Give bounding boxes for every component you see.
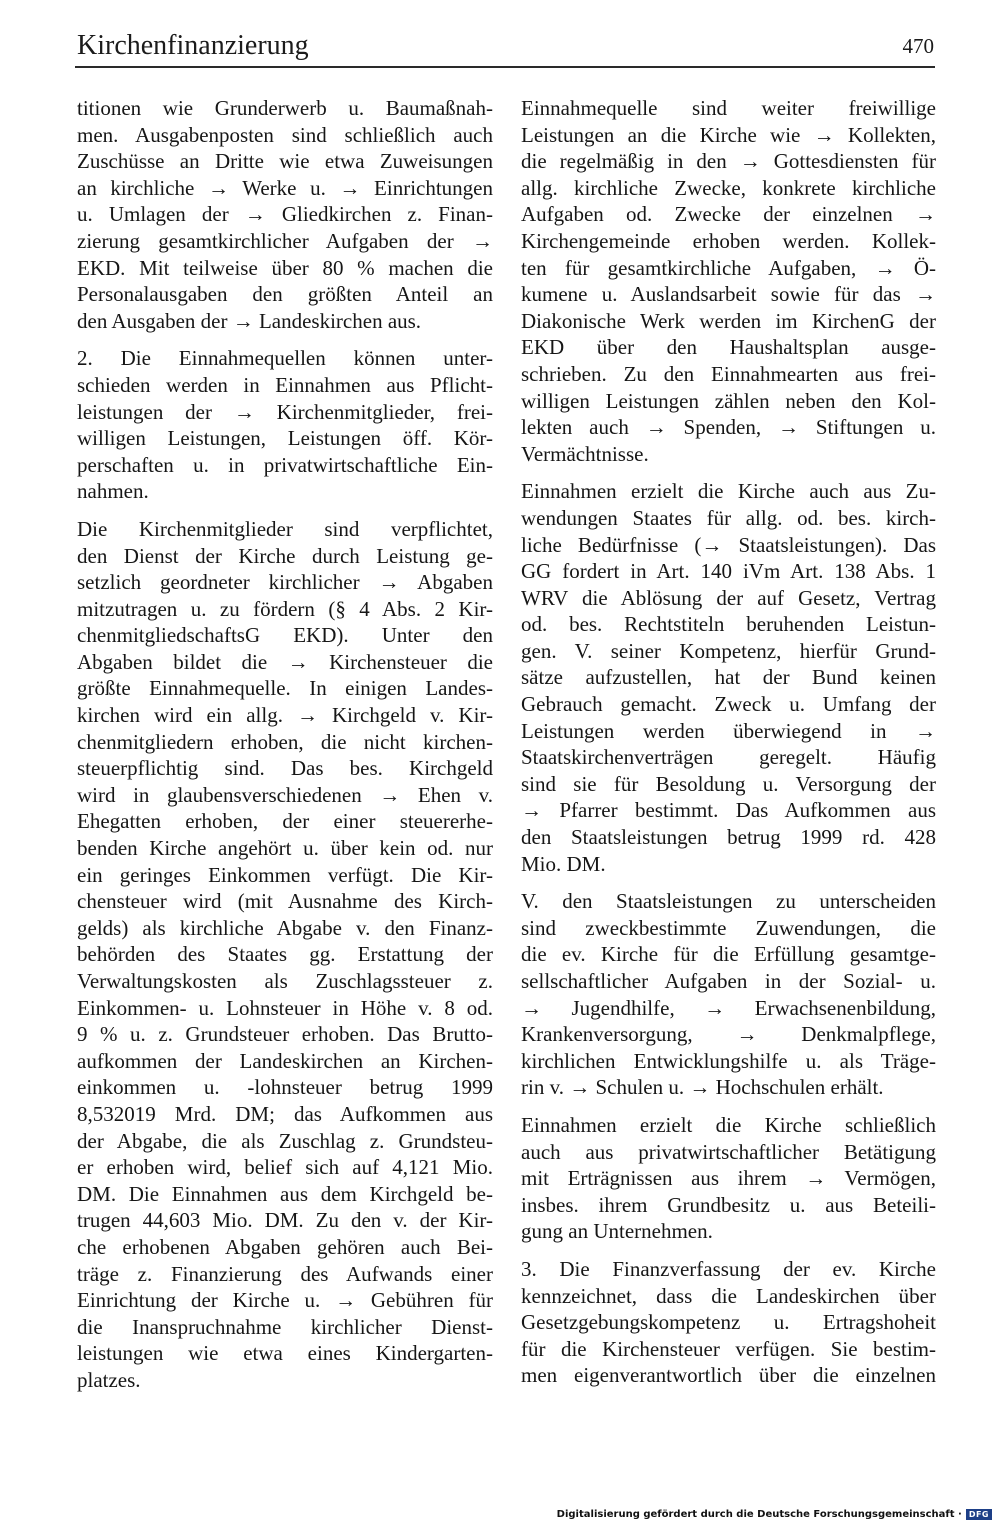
text-line: der Abgabe, die als Zuschlag z. Grundsteu- (77, 1128, 493, 1153)
text-line: nahmen. (77, 479, 149, 504)
text-line: lekten auch → Spenden, → Stiftungen u. (521, 415, 936, 440)
text-line: Zuschüsse an Dritte wie etwa Zuweisungen (77, 149, 493, 174)
text-line: sind zweckbestimmte Zuwendungen, die (521, 915, 936, 940)
text-line: platzes. (77, 1367, 141, 1392)
text-line: DM. Die Einnahmen aus dem Kirchgeld be- (77, 1181, 493, 1206)
left-column (77, 95, 493, 1394)
text-line: mit Erträgnissen aus ihrem → Vermögen, (521, 1166, 936, 1191)
text-line: kirchlichen Entwicklungshilfe u. als Träge- (521, 1048, 936, 1073)
text-line: ten für gesamtkirchliche Aufgaben, → Ö- (521, 255, 936, 280)
text-line: trugen 44,603 Mio. DM. Zu den v. der Kir- (77, 1208, 493, 1233)
text-line: wendungen Staates für allg. od. bes. kirch- (521, 505, 936, 530)
text-line: Vermächtnisse. (521, 441, 649, 466)
dfg-logo: DFG (966, 1509, 992, 1520)
text-line: Aufgaben od. Zwecke der einzelnen → (521, 202, 936, 227)
text-line: Gesetzgebungskompetenz u. Ertragshoheit (521, 1310, 936, 1335)
text-line: den Staatsleistungen betrug 1999 rd. 428 (521, 825, 936, 850)
text-line: größte Einnahmequelle. In einigen Landes- (77, 676, 493, 701)
footer-credit: Digitalisierung gefördert durch die Deutsche Forschungsgemeinschaft · (556, 1509, 962, 1520)
text-line: men. Ausgabenposten sind schließlich auch (77, 122, 493, 147)
right-column-paragraph (521, 1256, 936, 1389)
text-line: EKD über den Haushaltsplan ausge- (521, 335, 936, 360)
text-line: auch aus privatwirtschaftlicher Betätigung (521, 1139, 936, 1164)
text-line: schieden werden in Einnahmen aus Pflicht- (77, 372, 493, 397)
header-rule (75, 66, 935, 68)
text-line: sätze aufzustellen, hat der Bund keinen (521, 665, 936, 690)
text-line: er erhoben wird, belief sich auf 4,121 Mio. (77, 1155, 493, 1180)
text-line: den Ausgaben der → Landeskirchen aus. (77, 308, 422, 333)
left-column-paragraph (77, 516, 493, 1394)
text-line: → Pfarrer bestimmt. Das Aufkommen aus (521, 798, 936, 823)
text-line: WRV die Ablösung der auf Gesetz, Vertrag (521, 585, 936, 610)
text-line: setzlich geordneter kirchlicher → Abgaben (77, 570, 493, 595)
text-line: zierung gesamtkirchlicher Aufgaben der → (77, 228, 493, 253)
text-line: Einnahmen erzielt die Kirche schließlich (521, 1112, 936, 1137)
text-line: kennzeichnet, dass die Landeskirchen über (521, 1283, 936, 1308)
text-line: schrieben. Zu den Einnahmearten aus frei- (521, 361, 936, 386)
text-line: mitzutragen u. zu fördern (§ 4 Abs. 2 Kir- (77, 596, 493, 621)
text-line: wird in glaubensverschiedenen → Ehen v. (77, 782, 493, 807)
text-line: Die Kirchenmitglieder sind verpflichtet, (77, 516, 493, 541)
text-line: die ev. Kirche für die Erfüllung gesamtge- (521, 942, 936, 967)
text-line: Leistungen werden überwiegend in → (521, 718, 936, 743)
text-line: gung an Unternehmen. (521, 1219, 713, 1244)
text-line: Einkommen- u. Lohnsteuer in Höhe v. 8 od. (77, 995, 493, 1020)
left-column-paragraph (77, 345, 493, 505)
text-line: chenmitgliedern erhoben, die nicht kirchen- (77, 729, 493, 754)
text-line: EKD. Mit teilweise über 80 % machen die (77, 255, 493, 280)
text-line: Einrichtung der Kirche u. → Gebühren für (77, 1288, 493, 1313)
text-line: Diakonische Werk werden im KirchenG der (521, 308, 936, 333)
text-line: od. bes. Rechtstiteln beruhenden Leistun- (521, 612, 936, 637)
text-line: steuerpflichtig sind. Das bes. Kirchgeld (77, 756, 493, 781)
text-line: die regelmäßig in den → Gottesdiensten für (521, 149, 936, 174)
text-line: leistungen wie etwa eines Kindergarten- (77, 1341, 493, 1366)
text-line: → Jugendhilfe, → Erwachsenenbildung, (521, 995, 936, 1020)
text-line: leistungen der → Kirchenmitglieder, frei- (77, 399, 493, 424)
text-line: 8,532019 Mrd. DM; das Aufkommen aus (77, 1101, 493, 1126)
text-line: Gebrauch gemacht. Zweck u. Umfang der (521, 692, 936, 717)
text-line: willigen Leistungen zählen neben den Kol- (521, 388, 936, 413)
right-column-paragraph (521, 888, 936, 1101)
text-line: an kirchliche → Werke u. → Einrichtungen (77, 175, 493, 200)
text-line: gelds) als kirchliche Abgabe v. den Finanz- (77, 915, 493, 940)
text-line: Krankenversorgung, → Denkmalpflege, (521, 1022, 936, 1047)
running-title: Kirchenfinanzierung (77, 30, 309, 61)
text-line: kirchen wird ein allg. → Kirchgeld v. Kir- (77, 703, 493, 728)
text-line: willigen Leistungen, Leistungen öff. Kör- (77, 426, 493, 451)
text-line: sellschaftlicher Aufgaben in der Sozial- u. (521, 969, 936, 993)
text-line: che erhobenen Abgaben gehören auch Bei- (77, 1234, 493, 1259)
text-line: aufkommen der Landeskirchen an Kirchen- (77, 1048, 493, 1073)
text-line: rin v. → Schulen u. → Hochschulen erhält. (521, 1075, 884, 1100)
text-line: insbes. ihrem Grundbesitz u. aus Beteili- (521, 1192, 936, 1217)
text-line: u. Umlagen der → Gliedkirchen z. Finan- (77, 202, 493, 227)
text-line: chensteuer wird (mit Ausnahme des Kirch- (77, 889, 493, 914)
right-column-paragraph (521, 1112, 936, 1245)
text-line: GG fordert in Art. 140 iVm Art. 138 Abs. 1 (521, 559, 936, 584)
text-line: 9 % u. z. Grundsteuer erhoben. Das Brutto- (77, 1022, 493, 1047)
left-column-paragraph (77, 95, 493, 334)
text-line: die Inanspruchnahme kirchlicher Dienst- (77, 1314, 493, 1339)
text-line: V. den Staatsleistungen zu unterscheiden (521, 889, 936, 914)
right-column-paragraph (521, 478, 936, 877)
text-line: chenmitgliedschaftsG EKD). Unter den (77, 623, 493, 648)
text-line: 2. Die Einnahmequellen können unter- (77, 346, 493, 371)
dfg-footer (557, 1509, 992, 1520)
text-line: Einnahmequelle sind weiter freiwillige (521, 96, 936, 120)
text-line: den Dienst der Kirche durch Leistung ge- (77, 543, 493, 568)
text-line: Staatskirchenverträgen geregelt. Häufig (521, 745, 936, 770)
text-line: Leistungen an die Kirche wie → Kollekten, (521, 122, 936, 147)
right-column-paragraph (521, 95, 936, 467)
text-line: träge z. Finanzierung des Aufwands einer (77, 1261, 493, 1286)
text-line: benden Kirche angehört u. über kein od. nur (77, 836, 493, 861)
text-line: titionen wie Grunderwerb u. Baumaßnah- (77, 96, 493, 120)
text-line: allg. kirchliche Zwecke, konkrete kirchliche (521, 175, 936, 200)
text-line: ein geringes Einkommen verfügt. Die Kir- (77, 862, 493, 887)
text-line: liche Bedürfnisse (→ Staatsleistungen). Das (521, 532, 936, 557)
text-line: für die Kirchensteuer verfügen. Sie bestim- (521, 1336, 936, 1361)
text-line: gen. V. seiner Kompetenz, hierfür Grund- (521, 638, 936, 663)
text-line: Mio. DM. (521, 851, 606, 876)
text-line: Kirchengemeinde erhoben werden. Kollek- (521, 228, 936, 253)
text-line: sind sie für Besoldung u. Versorgung der (521, 771, 936, 796)
text-line: perschaften u. in privatwirtschaftliche Ein- (77, 452, 493, 477)
text-line: Personalausgaben den größten Anteil an (77, 282, 493, 307)
right-column (521, 95, 936, 1389)
page-number: 470 (902, 34, 934, 58)
text-line: Einnahmen erzielt die Kirche auch aus Zu- (521, 479, 936, 504)
text-line: Ehegatten erhoben, der einer steuererhe- (77, 809, 493, 834)
text-line: kumene u. Auslandsarbeit sowie für das → (521, 282, 936, 307)
text-line: behörden des Staates gg. Erstattung der (77, 942, 493, 967)
text-line: Verwaltungskosten als Zuschlagssteuer z. (77, 969, 493, 993)
text-line: Abgaben bildet die → Kirchensteuer die (77, 649, 493, 674)
text-line: einkommen u. -lohnsteuer betrug 1999 (77, 1075, 493, 1100)
text-line: men eigenverantwortlich über die einzelnen (521, 1363, 936, 1388)
text-line: 3. Die Finanzverfassung der ev. Kirche (521, 1256, 936, 1281)
